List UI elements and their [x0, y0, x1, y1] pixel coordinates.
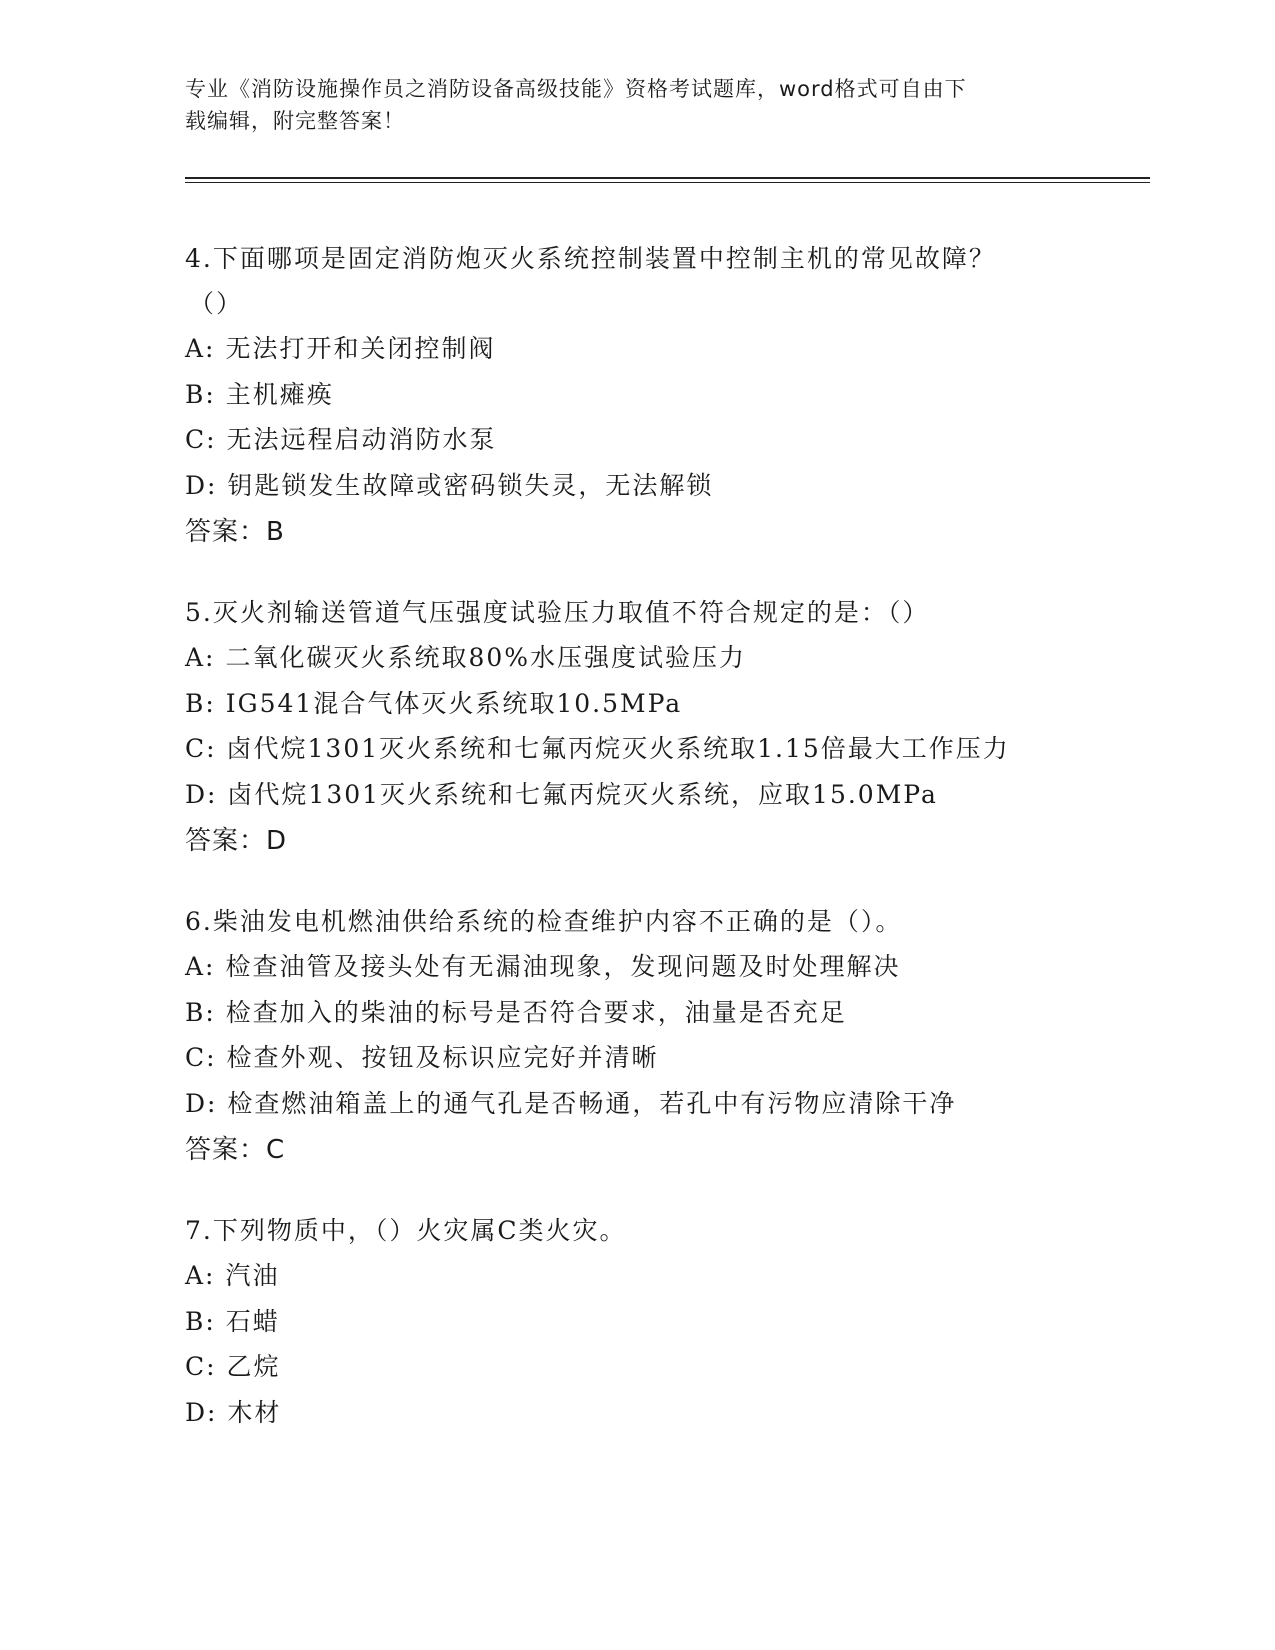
question-stem: 6.柴油发电机燃油供给系统的检查维护内容不正确的是（）。: [185, 907, 903, 936]
option-d: [185, 463, 1150, 509]
question-6: [185, 899, 1150, 1174]
option-b: [185, 990, 1150, 1036]
option-text: 无法远程启动消防水泵: [226, 425, 497, 454]
option-text: 卤代烷1301灭火系统和七氟丙烷灭火系统，应取15.0MPa: [227, 779, 938, 809]
option-key: B:: [185, 688, 216, 718]
option-key: D:: [185, 470, 218, 500]
header-line-2: 载编辑，附完整答案！: [185, 109, 405, 133]
option-text: 无法打开和关闭控制阀: [225, 334, 496, 363]
option-text: 木材: [227, 1397, 282, 1427]
option-d: [185, 1390, 1150, 1436]
option-d: [185, 772, 1150, 818]
option-c: [185, 1344, 1150, 1390]
option-a: [185, 944, 1150, 990]
option-key: B:: [185, 1306, 216, 1336]
answer-label: 答案：B: [185, 517, 285, 547]
option-text: 钥匙锁发生故障或密码锁失灵，无法解锁: [227, 470, 714, 500]
option-text: 检查燃油箱盖上的通气孔是否畅通，若孔中有污物应清除干净: [227, 1088, 957, 1118]
question-stem: 5.灭火剂输送管道气压强度试验压力取值不符合规定的是：（）: [185, 598, 930, 627]
option-a: [185, 635, 1150, 681]
option-key: A:: [185, 334, 216, 363]
question-4: [185, 236, 1150, 556]
option-key: C:: [185, 1352, 217, 1381]
option-text: 乙烷: [226, 1352, 281, 1381]
answer-label: 答案：C: [185, 1135, 286, 1165]
header-divider-thick: [185, 177, 1150, 179]
option-key: B:: [185, 997, 216, 1027]
option-c: [185, 1035, 1150, 1081]
option-key: D:: [185, 779, 218, 809]
option-text: 主机瘫痪: [225, 379, 334, 409]
option-a: [185, 326, 1150, 372]
option-text: 石蜡: [225, 1306, 280, 1336]
option-text: IG541混合气体灭火系统取10.5MPa: [225, 688, 683, 718]
option-c: [185, 417, 1150, 463]
option-text: 汽油: [225, 1261, 280, 1290]
option-b: [185, 681, 1150, 727]
option-text: 检查外观、按钮及标识应完好并清晰: [226, 1043, 659, 1072]
option-key: A:: [185, 643, 216, 672]
question-stem: 7.下列物质中，（）火灾属C类火灾。: [185, 1216, 627, 1245]
option-b: [185, 1299, 1150, 1345]
document-header: [185, 73, 1065, 137]
option-d: [185, 1081, 1150, 1127]
option-a: [185, 1253, 1150, 1299]
option-key: D:: [185, 1088, 218, 1118]
question-stem-blank: （）: [189, 289, 244, 318]
header-divider-thin: [185, 182, 1150, 183]
answer-label: 答案：D: [185, 826, 288, 856]
question-list: [185, 236, 1150, 1469]
question-7: [185, 1208, 1150, 1435]
option-text: 检查油管及接头处有无漏油现象，发现问题及时处理解决: [225, 952, 901, 981]
option-key: A:: [185, 952, 216, 981]
option-key: B:: [185, 379, 216, 409]
option-key: C:: [185, 734, 217, 763]
option-key: C:: [185, 1043, 217, 1072]
option-key: D:: [185, 1397, 218, 1427]
option-text: 二氧化碳灭火系统取80%水压强度试验压力: [225, 643, 747, 672]
question-stem: 4.下面哪项是固定消防炮灭火系统控制装置中控制主机的常见故障？: [185, 244, 996, 273]
option-b: [185, 372, 1150, 418]
option-c: [185, 726, 1150, 772]
header-line-1: 专业《消防设施操作员之消防设备高级技能》资格考试题库，word格式可自由下: [185, 77, 967, 101]
question-5: [185, 590, 1150, 865]
option-key: C:: [185, 425, 217, 454]
option-text: 卤代烷1301灭火系统和七氟丙烷灭火系统取1.15倍最大工作压力: [226, 734, 1010, 763]
option-key: A:: [185, 1261, 216, 1290]
option-text: 检查加入的柴油的标号是否符合要求，油量是否充足: [225, 997, 847, 1027]
